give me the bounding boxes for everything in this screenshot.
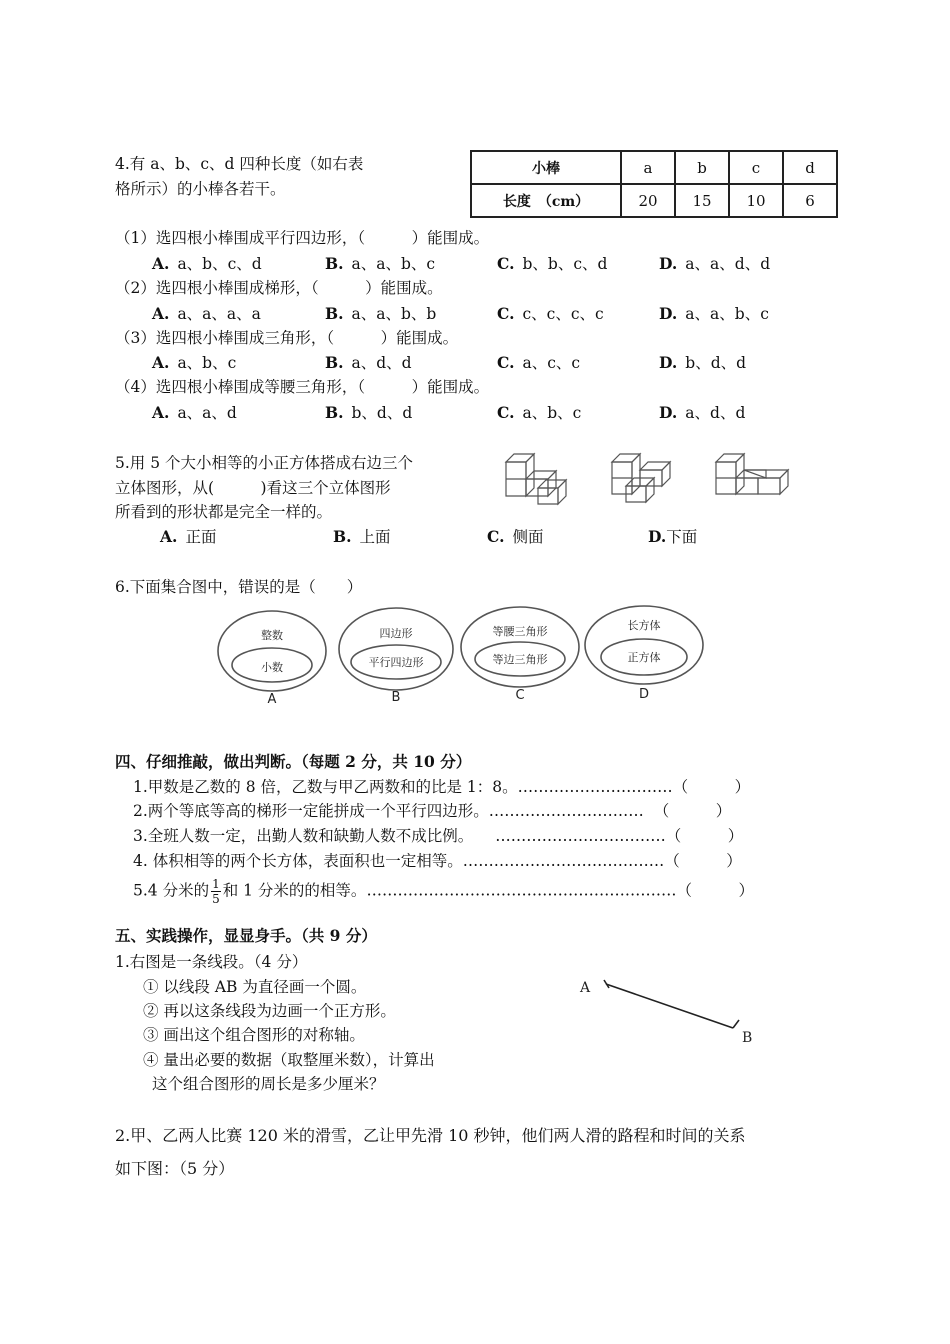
option-text: a、a、d: [177, 404, 237, 422]
set-diagram-letter: A: [267, 692, 277, 707]
cube-figures: [500, 440, 800, 510]
option-letter: B.: [333, 527, 352, 546]
option-letter: C.: [497, 353, 515, 372]
table-row: [471, 151, 837, 184]
s5-q1-step-4-cont: 这个组合图形的周长是多少厘米？: [152, 1075, 385, 1093]
table-row: [471, 184, 837, 217]
cube-figure-3: [716, 454, 788, 494]
judge-item-5: [133, 877, 754, 906]
set-diagram-letter: B: [391, 690, 401, 705]
option-letter: A.: [160, 527, 178, 546]
set-diagrams: [210, 605, 710, 710]
q5-option-d[interactable]: [648, 525, 697, 547]
set-diagram-a-outer: [218, 611, 326, 691]
point-a-label: A: [580, 980, 591, 996]
section5-title: 五、实践操作，显显身手。（共 9 分）: [115, 926, 377, 945]
judge-item-2: [133, 799, 731, 821]
option-text: 正面: [185, 528, 217, 546]
q4-sub3-option-a[interactable]: [152, 351, 236, 373]
option-text: a、a、d、d: [685, 255, 771, 273]
set-diagram-d-outer: [585, 606, 703, 684]
option-letter: B.: [325, 254, 344, 273]
q4-sub4-option-d[interactable]: [659, 401, 745, 423]
judge-item-text: 3.全班人数一定，出勤人数和缺勤人数不成比例。: [133, 827, 474, 845]
option-text: 侧面: [512, 528, 544, 546]
answer-blank[interactable]: （ ）: [653, 802, 732, 820]
q4-intro-line2: 格所示）的小棒各若干。: [115, 180, 286, 198]
judge-item-1: [133, 775, 750, 797]
table-cell: b: [675, 151, 729, 184]
dot-leader: …………………………: [517, 778, 673, 796]
option-letter: D.: [659, 254, 678, 273]
judge-item-3: [133, 824, 743, 846]
cube-figure-1: [506, 454, 566, 504]
set-diagram-c-outer: [461, 607, 579, 687]
q4-sub1-option-b[interactable]: [325, 252, 435, 274]
q4-sub4-option-c[interactable]: [497, 401, 581, 423]
option-letter: A.: [152, 353, 170, 372]
answer-blank[interactable]: （ ）: [665, 827, 744, 845]
option-letter: C.: [497, 304, 515, 323]
answer-blank[interactable]: （ ）: [676, 881, 754, 900]
table-header-stick: 小棒: [471, 151, 621, 184]
option-text: 上面: [359, 528, 391, 546]
set-label: 小数: [261, 661, 283, 674]
option-letter: C.: [497, 403, 515, 422]
set-label: 等腰三角形: [492, 625, 548, 638]
judge-item-text: 2.两个等底等高的梯形一定能拼成一个平行四边形。: [133, 802, 489, 820]
option-letter: B.: [325, 403, 344, 422]
s5-q2-line1: 2.甲、乙两人比赛 120 米的滑雪，乙让甲先滑 10 秒钟，他们两人滑的路程和时间的关系: [115, 1126, 746, 1145]
set-label: 等边三角形: [492, 653, 548, 666]
option-text: b、d、d: [351, 404, 413, 422]
dot-leader: ……………………………………………………: [366, 881, 677, 900]
option-text: a、d、d: [351, 354, 412, 372]
option-letter: D.: [659, 403, 678, 422]
option-letter: C.: [487, 527, 505, 546]
option-text: a、a、b、c: [351, 255, 436, 273]
q5-line3: 所看到的形状都是完全一样的。: [115, 503, 333, 521]
fraction: [211, 877, 221, 906]
option-text: a、a、b、b: [351, 305, 437, 323]
judge-item-text: 和 1 分米的的相等。: [222, 881, 367, 900]
option-letter: D.: [648, 527, 667, 546]
option-letter: A.: [152, 254, 170, 273]
option-letter: D.: [659, 304, 678, 323]
judge-item-text: 5.4 分米的: [133, 881, 210, 900]
table-header-length: 长度 （cm）: [471, 184, 621, 217]
q4-sub2-option-c[interactable]: [497, 302, 604, 324]
dot-leader: ……………………………: [495, 827, 666, 845]
set-label: 平行四边形: [368, 656, 424, 669]
judge-item-4: [133, 849, 742, 871]
option-text: a、b、c、d: [177, 255, 262, 273]
set-diagram-letter: D: [638, 687, 650, 702]
table-cell: c: [729, 151, 783, 184]
q4-sub3-option-d[interactable]: [659, 351, 746, 373]
table-cell: d: [783, 151, 837, 184]
q4-sub3: （3）选四根小棒围成三角形，（ ）能围成。: [115, 329, 459, 347]
option-text: b、b、c、d: [522, 255, 608, 273]
q5-line1: 5.用 5 个大小相等的小正方体搭成右边三个: [115, 454, 414, 472]
segment-line: [606, 984, 733, 1028]
option-text: a、b、c: [522, 404, 582, 422]
set-diagram-b-outer: [339, 608, 453, 690]
q4-sub4-option-b[interactable]: [325, 401, 412, 423]
q4-sub1-option-c[interactable]: [497, 252, 607, 274]
q4-sub3-option-b[interactable]: [325, 351, 412, 373]
dot-leader: …………………………: [488, 802, 644, 820]
table-cell: 20: [621, 184, 675, 217]
segment-ab: [570, 970, 770, 1050]
q4-sub4-option-a[interactable]: [152, 401, 237, 423]
q4-sub2-option-b[interactable]: [325, 302, 436, 324]
q4-sub1: （1）选四根小棒围成平行四边形，（ ）能围成。: [115, 229, 490, 247]
option-text: 下面: [666, 528, 698, 546]
dot-leader: …………………………………: [462, 852, 665, 870]
q5-option-b[interactable]: [333, 525, 391, 547]
table-cell: a: [621, 151, 675, 184]
table-cell: 15: [675, 184, 729, 217]
judge-item-text: 4. 体积相等的两个长方体，表面积也一定相等。: [133, 852, 463, 870]
option-text: a、c、c: [522, 354, 581, 372]
q4-sub4: （4）选四根小棒围成等腰三角形，（ ）能围成。: [115, 378, 490, 396]
fraction-numerator: 1: [212, 877, 220, 891]
s5-q2-line2: 如下图：（5 分）: [115, 1159, 235, 1178]
q4-sub2-option-a[interactable]: [152, 302, 261, 324]
fraction-denominator: 5: [212, 892, 220, 906]
option-text: a、b、c: [177, 354, 237, 372]
q4-sub3-option-c[interactable]: [497, 351, 580, 373]
stick-length-table: [470, 150, 838, 218]
set-label: 正方体: [627, 651, 661, 664]
s5-q1-title: 1.右图是一条线段。（4 分）: [115, 953, 308, 971]
q5-line2: 立体图形，从( )看这三个立体图形: [115, 479, 391, 497]
q6-prompt: 6.下面集合图中，错误的是（ ）: [115, 578, 363, 596]
section4-title: 四、仔细推敲，做出判断。（每题 2 分，共 10 分）: [115, 752, 472, 771]
option-letter: B.: [325, 353, 344, 372]
s5-q1-step-2: ② 再以这条线段为边画一个正方形。: [143, 1002, 396, 1020]
option-letter: A.: [152, 403, 170, 422]
answer-blank[interactable]: （ ）: [664, 852, 742, 870]
set-label: 整数: [261, 629, 283, 642]
option-letter: B.: [325, 304, 344, 323]
q4-sub2: （2）选四根小棒围成梯形，（ ）能围成。: [115, 279, 443, 297]
set-label: 长方体: [627, 619, 661, 632]
s5-q1-step-3: ③ 画出这个组合图形的对称轴。: [143, 1026, 365, 1044]
q4-intro-line1: 4.有 a、b、c、d 四种长度（如右表: [115, 155, 364, 173]
option-text: a、a、a、a: [177, 305, 261, 323]
q5-option-c[interactable]: [487, 525, 543, 547]
cube-figure-2: [612, 454, 670, 502]
q4-sub1-option-a[interactable]: [152, 252, 262, 274]
table-cell: 6: [783, 184, 837, 217]
option-text: a、d、d: [685, 404, 746, 422]
answer-blank[interactable]: （ ）: [672, 778, 751, 796]
option-letter: D.: [659, 353, 678, 372]
option-text: c、c、c、c: [522, 305, 604, 323]
segment-tick-b: [733, 1020, 739, 1028]
option-letter: A.: [152, 304, 170, 323]
q4-sub1-option-d[interactable]: [659, 252, 770, 274]
option-text: b、d、d: [685, 354, 747, 372]
set-label: 四边形: [379, 627, 413, 640]
point-b-label: B: [742, 1030, 753, 1046]
q5-option-a[interactable]: [160, 525, 216, 547]
s5-q1-step-4: ④ 量出必要的数据（取整厘米数），计算出: [143, 1051, 435, 1069]
judge-item-text: 1.甲数是乙数的 8 倍，乙数与甲乙两数和的比是 1：8。: [133, 778, 518, 796]
option-text: a、a、b、c: [685, 305, 769, 323]
set-diagram-letter: C: [515, 688, 525, 703]
q4-sub2-option-d[interactable]: [659, 302, 769, 324]
option-letter: C.: [497, 254, 515, 273]
table-cell: 10: [729, 184, 783, 217]
s5-q1-step-1: ① 以线段 AB 为直径画一个圆。: [143, 978, 367, 996]
